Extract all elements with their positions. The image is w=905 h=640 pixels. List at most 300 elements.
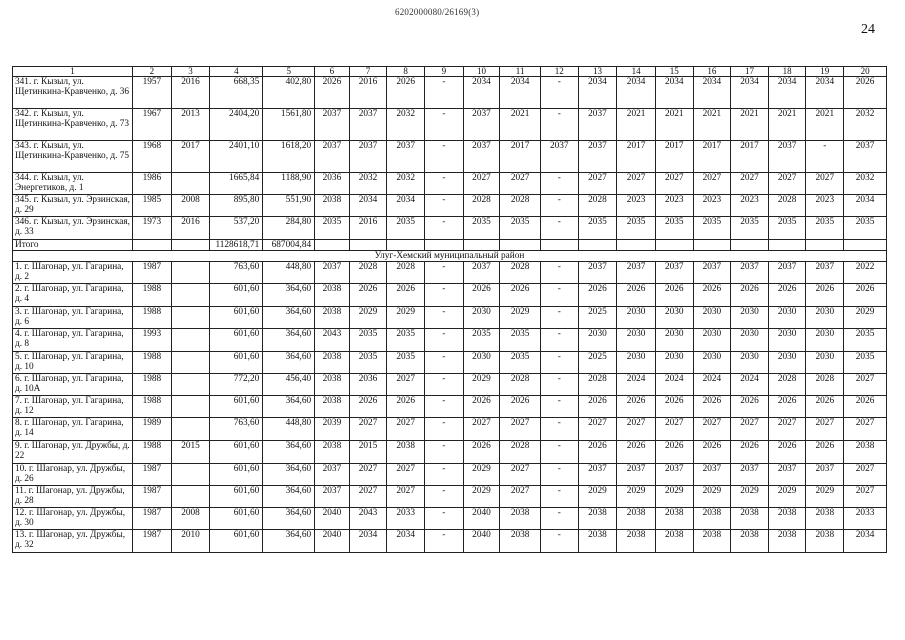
table-cell: - (540, 109, 578, 141)
table-cell: 1987 (133, 486, 172, 508)
table-cell: 2040 (463, 508, 500, 530)
table-cell: 2028 (806, 374, 844, 396)
table-cell: 2030 (768, 352, 806, 374)
table-cell (171, 240, 210, 251)
table-cell: 2038 (500, 530, 541, 553)
table-cell: 2016 (171, 77, 210, 109)
table-cell (171, 329, 210, 352)
table-cell: - (806, 141, 844, 173)
table-cell: - (540, 329, 578, 352)
table-cell: 2038 (315, 352, 350, 374)
table-cell: 2027 (578, 418, 617, 441)
table-body (13, 67, 887, 553)
table-cell: 2026 (731, 396, 769, 418)
table-cell: - (425, 441, 464, 464)
table-cell: 601,60 (210, 464, 263, 486)
table-cell: - (540, 77, 578, 109)
table-cell: 2027 (655, 173, 693, 195)
table-cell (500, 240, 541, 251)
table-cell: 2024 (693, 374, 731, 396)
table-cell: 2027 (463, 418, 500, 441)
table-cell: 364,60 (263, 486, 315, 508)
column-number: 3 (171, 67, 210, 77)
table-cell: 2040 (463, 530, 500, 553)
table-cell: 2027 (844, 418, 887, 441)
table-cell: 2023 (617, 195, 656, 217)
table-cell: 2026 (387, 284, 425, 307)
table-row (13, 486, 887, 508)
table-cell: 2030 (655, 352, 693, 374)
table-cell: 687004,84 (263, 240, 315, 251)
table-cell: - (425, 508, 464, 530)
column-number: 8 (387, 67, 425, 77)
table-cell: - (540, 262, 578, 284)
table-cell: 2034 (768, 77, 806, 109)
table-cell: 2030 (731, 352, 769, 374)
table-cell (171, 486, 210, 508)
table-cell: 2034 (349, 530, 387, 553)
table-cell: 2037 (806, 464, 844, 486)
table-cell: 2038 (693, 508, 731, 530)
table-cell: 2035 (806, 217, 844, 240)
table-cell: - (540, 396, 578, 418)
table-cell: 2035 (349, 352, 387, 374)
table-cell (171, 307, 210, 329)
table-cell (171, 418, 210, 441)
address-cell: 5. г. Шагонар, ул. Гагарина, д. 10 (13, 352, 133, 374)
table-cell: 2035 (844, 352, 887, 374)
address-cell: 343. г. Кызыл, ул. Щетинкина-Кравченко, д. 75 (13, 141, 133, 173)
table-cell: 2038 (844, 441, 887, 464)
table-cell: 2026 (349, 284, 387, 307)
table-cell: 2026 (655, 396, 693, 418)
table-cell: 2037 (540, 141, 578, 173)
table-cell: - (425, 307, 464, 329)
table-row (13, 77, 887, 109)
table-cell: 2038 (315, 284, 350, 307)
table-cell: 2027 (500, 418, 541, 441)
table-cell: - (425, 262, 464, 284)
column-number: 15 (655, 67, 693, 77)
table-cell: 2037 (315, 141, 350, 173)
table-cell: 2027 (806, 173, 844, 195)
table-row (13, 173, 887, 195)
table-cell: 2038 (806, 508, 844, 530)
table-cell: 2034 (578, 77, 617, 109)
table-cell: 1988 (133, 441, 172, 464)
table-cell: 2037 (693, 262, 731, 284)
table-cell: 2043 (315, 329, 350, 352)
document-code: 6202000080/26169(3) (395, 7, 480, 17)
table-cell: 2038 (731, 530, 769, 553)
table-cell: 2037 (315, 262, 350, 284)
table-cell: 2029 (617, 486, 656, 508)
table-cell (540, 240, 578, 251)
table-cell: 601,60 (210, 307, 263, 329)
table-cell: 2027 (578, 173, 617, 195)
table-cell: 2016 (349, 77, 387, 109)
table-cell: 2021 (500, 109, 541, 141)
table-row (13, 284, 887, 307)
table-cell: 2032 (349, 173, 387, 195)
table-cell: 2037 (578, 141, 617, 173)
table-cell (171, 173, 210, 195)
table-cell: 1988 (133, 352, 172, 374)
table-cell: 2037 (617, 464, 656, 486)
table-cell: 2038 (315, 374, 350, 396)
table-cell: 2034 (844, 195, 887, 217)
table-cell: 2030 (731, 307, 769, 329)
table-cell: 2028 (768, 195, 806, 217)
table-cell: 2034 (806, 77, 844, 109)
table-cell: 2030 (806, 307, 844, 329)
section-row (13, 251, 887, 262)
table-cell: 284,80 (263, 217, 315, 240)
table-cell (315, 240, 350, 251)
table-cell (693, 240, 731, 251)
table-row (13, 262, 887, 284)
table-cell: 1987 (133, 530, 172, 553)
table-cell: 2029 (463, 464, 500, 486)
table-cell: 2027 (349, 486, 387, 508)
table-cell: 2030 (768, 329, 806, 352)
table-cell: 2026 (693, 396, 731, 418)
column-number: 19 (806, 67, 844, 77)
table-cell: 2037 (768, 464, 806, 486)
table-cell: 2035 (578, 217, 617, 240)
table-cell: 2040 (315, 530, 350, 553)
table-cell: 2026 (315, 77, 350, 109)
table-cell: 2026 (768, 284, 806, 307)
table-cell: 2038 (617, 530, 656, 553)
column-number: 9 (425, 67, 464, 77)
table-cell: 2021 (731, 109, 769, 141)
table-cell: 2037 (578, 109, 617, 141)
table-cell: 1987 (133, 262, 172, 284)
table-cell (171, 374, 210, 396)
table-cell: 2025 (578, 307, 617, 329)
table-cell (425, 240, 464, 251)
table-cell: 2010 (171, 530, 210, 553)
table-cell: 2024 (731, 374, 769, 396)
table-cell: - (540, 284, 578, 307)
table-cell: 2035 (387, 329, 425, 352)
table-cell: 2038 (315, 195, 350, 217)
table-cell: 2035 (463, 329, 500, 352)
table-cell: 2030 (463, 352, 500, 374)
table-cell (349, 240, 387, 251)
table-cell: 2028 (500, 374, 541, 396)
table-cell: 2038 (655, 508, 693, 530)
table-cell: 2026 (806, 441, 844, 464)
table-row (13, 240, 887, 251)
table-cell: 2030 (693, 352, 731, 374)
table-cell: 2008 (171, 195, 210, 217)
table-cell: 2015 (171, 441, 210, 464)
table-cell: 2037 (578, 464, 617, 486)
table-cell: 601,60 (210, 284, 263, 307)
table-cell: 2034 (731, 77, 769, 109)
address-cell: 341. г. Кызыл, ул. Щетинкина-Кравченко, д. 36 (13, 77, 133, 109)
table-cell: 2027 (768, 418, 806, 441)
table-cell: 2038 (655, 530, 693, 553)
table-cell: 456,40 (263, 374, 315, 396)
table-row (13, 109, 887, 141)
table-cell: 2030 (693, 307, 731, 329)
table-cell: 2038 (617, 508, 656, 530)
table-cell: 2037 (349, 141, 387, 173)
table-row (13, 307, 887, 329)
table-cell: 2038 (768, 530, 806, 553)
table-cell: 601,60 (210, 329, 263, 352)
table-cell: 2023 (806, 195, 844, 217)
table-cell: 601,60 (210, 486, 263, 508)
table-cell: 2037 (463, 109, 500, 141)
address-cell: 346. г. Кызыл, ул. Эрзинская, д. 33 (13, 217, 133, 240)
table-cell: - (425, 396, 464, 418)
table-cell: 2029 (349, 307, 387, 329)
table-cell: 2017 (171, 141, 210, 173)
table-cell: 2037 (768, 262, 806, 284)
table-cell: 448,80 (263, 418, 315, 441)
table-cell: - (540, 173, 578, 195)
table-cell: - (425, 109, 464, 141)
table-cell: 2026 (844, 284, 887, 307)
table-cell: 2035 (844, 217, 887, 240)
table-cell: 2034 (693, 77, 731, 109)
table-cell: 2037 (731, 464, 769, 486)
table-cell: 2026 (806, 396, 844, 418)
table-cell: 2035 (731, 217, 769, 240)
table-cell: 1128618,71 (210, 240, 263, 251)
column-number: 4 (210, 67, 263, 77)
table-cell: - (425, 352, 464, 374)
table-row (13, 329, 887, 352)
table-cell: 2027 (387, 464, 425, 486)
table-cell: 2029 (806, 486, 844, 508)
address-cell: Итого (13, 240, 133, 251)
table-cell (731, 240, 769, 251)
table-cell: 2027 (387, 374, 425, 396)
table-cell: 2027 (617, 173, 656, 195)
address-cell: 345. г. Кызыл, ул. Эрзинская, д. 29 (13, 195, 133, 217)
table-cell: - (425, 173, 464, 195)
table-cell: 2030 (617, 329, 656, 352)
table-cell: - (540, 195, 578, 217)
table-cell: 2023 (731, 195, 769, 217)
table-cell: 2037 (315, 109, 350, 141)
table-cell: 402,80 (263, 77, 315, 109)
table-cell: 2034 (387, 195, 425, 217)
table-cell: 895,80 (210, 195, 263, 217)
table-cell: 2028 (578, 195, 617, 217)
table-cell: 2029 (387, 307, 425, 329)
table-cell: 2026 (387, 77, 425, 109)
table-cell: 2021 (768, 109, 806, 141)
table-cell (133, 240, 172, 251)
table-cell: 2043 (349, 508, 387, 530)
table-cell: 2026 (349, 396, 387, 418)
table-cell: 2037 (349, 109, 387, 141)
table-cell: - (540, 374, 578, 396)
table-cell: 2026 (617, 396, 656, 418)
housing-table (12, 66, 887, 553)
table-cell: 2027 (731, 173, 769, 195)
table-cell: - (425, 284, 464, 307)
table-row (13, 530, 887, 553)
table-cell: 2027 (349, 418, 387, 441)
table-cell: 2038 (578, 508, 617, 530)
table-cell: 2030 (617, 352, 656, 374)
table-cell: 2030 (806, 352, 844, 374)
table-cell: 601,60 (210, 508, 263, 530)
table-cell: 1988 (133, 374, 172, 396)
table-row (13, 464, 887, 486)
table-cell: 364,60 (263, 441, 315, 464)
table-cell: 2038 (315, 441, 350, 464)
table-cell: 2030 (617, 307, 656, 329)
table-cell: 2034 (463, 77, 500, 109)
table-cell: 2017 (500, 141, 541, 173)
table-cell: 2027 (806, 418, 844, 441)
table-cell: - (540, 441, 578, 464)
table-row (13, 217, 887, 240)
table-cell: 2032 (844, 173, 887, 195)
table-cell: 2026 (578, 284, 617, 307)
table-cell: 2038 (315, 307, 350, 329)
table-cell: - (540, 508, 578, 530)
table-cell: 2035 (617, 217, 656, 240)
column-number: 5 (263, 67, 315, 77)
column-number: 11 (500, 67, 541, 77)
table-cell: 2026 (463, 396, 500, 418)
table-cell: 1988 (133, 284, 172, 307)
table-cell: 2037 (315, 486, 350, 508)
table-cell: 2036 (315, 173, 350, 195)
table-cell: - (425, 418, 464, 441)
table-cell: 1967 (133, 109, 172, 141)
address-cell: 11. г. Шагонар, ул. Дружбы, д. 28 (13, 486, 133, 508)
table-cell: 364,60 (263, 307, 315, 329)
table-cell: 2032 (387, 173, 425, 195)
table-cell: 2026 (655, 284, 693, 307)
column-number: 18 (768, 67, 806, 77)
table-cell: 2029 (693, 486, 731, 508)
table-cell: 364,60 (263, 284, 315, 307)
column-number: 1 (13, 67, 133, 77)
table-row (13, 396, 887, 418)
table-cell: 2027 (387, 486, 425, 508)
table-cell (768, 240, 806, 251)
table-cell: - (425, 141, 464, 173)
table-cell (806, 240, 844, 251)
table-cell: 2038 (693, 530, 731, 553)
table-cell: 2017 (655, 141, 693, 173)
table-row (13, 141, 887, 173)
table-cell: 551,90 (263, 195, 315, 217)
table-cell: 2028 (387, 262, 425, 284)
table-cell: 1665,84 (210, 173, 263, 195)
table-row (13, 195, 887, 217)
table-cell: 2028 (463, 195, 500, 217)
table-cell: 1986 (133, 173, 172, 195)
table-cell: 2028 (500, 195, 541, 217)
table-cell: 2035 (655, 217, 693, 240)
table-cell: - (425, 77, 464, 109)
column-number: 7 (349, 67, 387, 77)
table-cell: 2028 (349, 262, 387, 284)
table-cell: 364,60 (263, 508, 315, 530)
table-cell: 2029 (500, 307, 541, 329)
table-cell: 2027 (655, 418, 693, 441)
table-cell: 2030 (768, 307, 806, 329)
table-cell: 2023 (655, 195, 693, 217)
table-cell: 2015 (349, 441, 387, 464)
table-cell: 2027 (731, 418, 769, 441)
table-cell (617, 240, 656, 251)
table-cell: 2038 (731, 508, 769, 530)
table-cell: 2023 (693, 195, 731, 217)
table-cell (171, 352, 210, 374)
address-cell: 1. г. Шагонар, ул. Гагарина, д. 2 (13, 262, 133, 284)
table-cell: 2027 (844, 374, 887, 396)
table-cell (171, 464, 210, 486)
table-cell: 2026 (768, 396, 806, 418)
table-cell: 2027 (387, 418, 425, 441)
table-cell: 2027 (768, 173, 806, 195)
table-cell: 2026 (693, 284, 731, 307)
column-number: 6 (315, 67, 350, 77)
table-cell: 2036 (349, 374, 387, 396)
table-cell: - (425, 374, 464, 396)
address-cell: 4. г. Шагонар, ул. Гагарина, д. 8 (13, 329, 133, 352)
table-cell: 2027 (844, 486, 887, 508)
table-cell: 2037 (463, 262, 500, 284)
table-cell: 2008 (171, 508, 210, 530)
table-cell: 2038 (768, 508, 806, 530)
table-cell: 1968 (133, 141, 172, 173)
table-cell: 1985 (133, 195, 172, 217)
table-cell: 2034 (387, 530, 425, 553)
table-cell: 668,35 (210, 77, 263, 109)
table-cell: 2039 (315, 418, 350, 441)
table-cell: 2035 (387, 217, 425, 240)
table-cell: - (540, 530, 578, 553)
table-cell: 2038 (500, 508, 541, 530)
table-cell: 2034 (349, 195, 387, 217)
table-cell: 2038 (315, 396, 350, 418)
table-row (13, 441, 887, 464)
table-cell: 601,60 (210, 441, 263, 464)
table-cell: 2028 (500, 441, 541, 464)
table-cell: 2026 (617, 284, 656, 307)
address-cell: 10. г. Шагонар, ул. Дружбы, д. 26 (13, 464, 133, 486)
table-cell: 2016 (349, 217, 387, 240)
table-cell: 1989 (133, 418, 172, 441)
table-cell: 2034 (500, 77, 541, 109)
table-cell: 2027 (693, 418, 731, 441)
table-cell: 2027 (617, 418, 656, 441)
table-cell: 2037 (463, 141, 500, 173)
table-cell: 2037 (315, 464, 350, 486)
table-cell: 2032 (844, 109, 887, 141)
table-cell: 1188,90 (263, 173, 315, 195)
table-cell: 537,20 (210, 217, 263, 240)
table-cell: 763,60 (210, 418, 263, 441)
column-number: 2 (133, 67, 172, 77)
table-cell: 1973 (133, 217, 172, 240)
table-cell: 2021 (693, 109, 731, 141)
